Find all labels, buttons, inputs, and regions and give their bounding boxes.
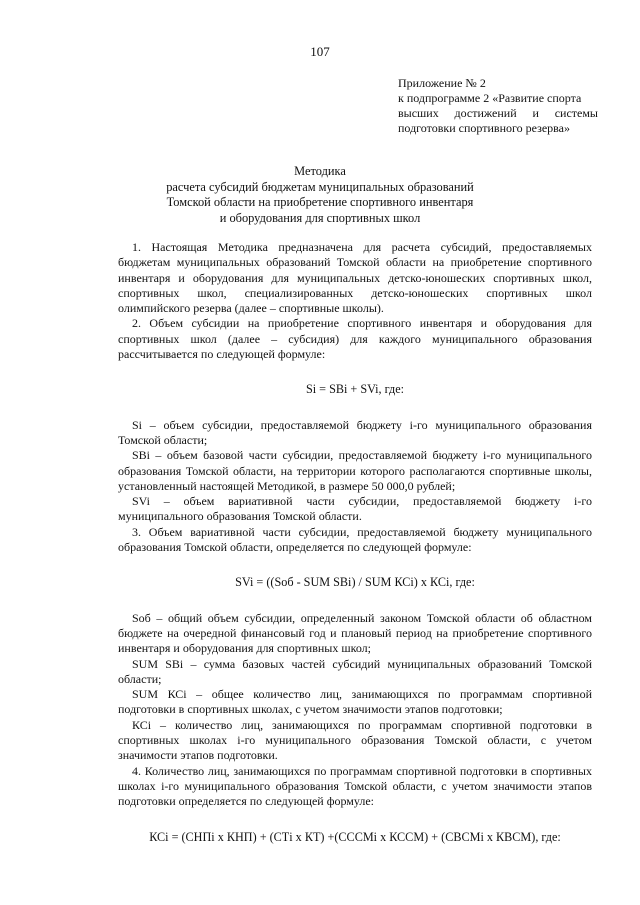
appendix-line-4: подготовки спортивного резерва» bbox=[398, 121, 570, 135]
paragraph-sob-definition: Sоб – общий объем субсидии, определенный законом Томской области об областном бюджете на очередной финансовый год и плановый период на приобретение спортивного инвентаря и оборудования для спортивных школ; bbox=[118, 610, 592, 656]
page-number: 107 bbox=[310, 44, 330, 59]
paragraph-4: 4. Количество лиц, занимающихся по программам спортивной подготовки в спортивных школах i-го муниципального образования Томской области, с учетом значимости этапов подготовки определяется по следующей формуле: bbox=[118, 763, 592, 809]
title-line-1: Методика bbox=[294, 164, 346, 178]
paragraph-si-definition: Si – объем субсидии, предоставляемой бюджету i-го муниципального образования Томской области; bbox=[118, 417, 592, 447]
paragraph-sbi-definition: SBi – объем базовой части субсидии, предоставляемой бюджету i-го муниципального образования Томской области, на территории которого располагаются спортивные школы, установленный настоящей Методикой, в размере 50 000,0 рублей; bbox=[118, 448, 592, 493]
appendix-line-3: высших достижений и системы bbox=[398, 106, 598, 120]
document-title bbox=[90, 164, 550, 226]
paragraph-ksi-definition: КСi – количество лиц, занимающихся по программам спортивной подготовки в спортивных школах i-го муниципального образования Томской области, с учетом значимости этапов подготовки. bbox=[118, 717, 592, 763]
appendix-header bbox=[398, 76, 598, 136]
formula-ksi: КСi = (СНПi x КНП) + (СТi x КТ) +(СССМi x КССМ) + (СВСМi x КВСМ), где: bbox=[149, 829, 561, 844]
paragraph-sum-sbi-definition: SUM SBi – сумма базовых частей субсидий муниципальных образований Томской области; bbox=[118, 656, 592, 686]
formula-svi: SVi = ((Sоб - SUM SBi) / SUM КСi) x КСi, где: bbox=[235, 575, 475, 590]
paragraph-svi-definition: SVi – объем вариативной части субсидии, предоставляемой бюджету i-го муниципального образования Томской области. bbox=[118, 494, 592, 524]
formula-si: Si = SBi + SVi, где: bbox=[305, 382, 405, 397]
document-body bbox=[118, 240, 592, 845]
title-line-2: расчета субсидий бюджетам муниципальных образований bbox=[166, 179, 474, 194]
appendix-line-1: Приложение № 2 bbox=[398, 76, 486, 90]
paragraph-1: 1. Настоящая Методика предназначена для расчета субсидий, предоставляемых бюджетам муниципальных образований Томской области на приобретение спортивного инвентаря и оборудования для муниципальных детско-юношеских спортивных школ, спортивных школ, специализированных детско-юношеских спортивных школ олимпийского резерва (далее – спортивные школы). bbox=[118, 240, 592, 316]
paragraph-2: 2. Объем субсидии на приобретение спортивного инвентаря и оборудования для спортивных школ (далее – субсидия) для каждого муниципального образования рассчитывается по следующей формуле: bbox=[118, 316, 592, 362]
title-line-3: Томской области на приобретение спортивного инвентаря bbox=[166, 195, 474, 209]
paragraph-3: 3. Объем вариативной части субсидии, предоставляемой бюджету муниципального образования Томской области, определяется по следующей формуле: bbox=[118, 524, 592, 555]
title-line-4: и оборудования для спортивных школ bbox=[219, 210, 421, 225]
appendix-line-2: к подпрограмме 2 «Развитие спорта bbox=[398, 91, 582, 105]
paragraph-sum-ksi-definition: SUM КСi – общее количество лиц, занимающихся по программам спортивной подготовки в спортивных школах, с учетом значимости этапов подготовки; bbox=[118, 687, 592, 717]
